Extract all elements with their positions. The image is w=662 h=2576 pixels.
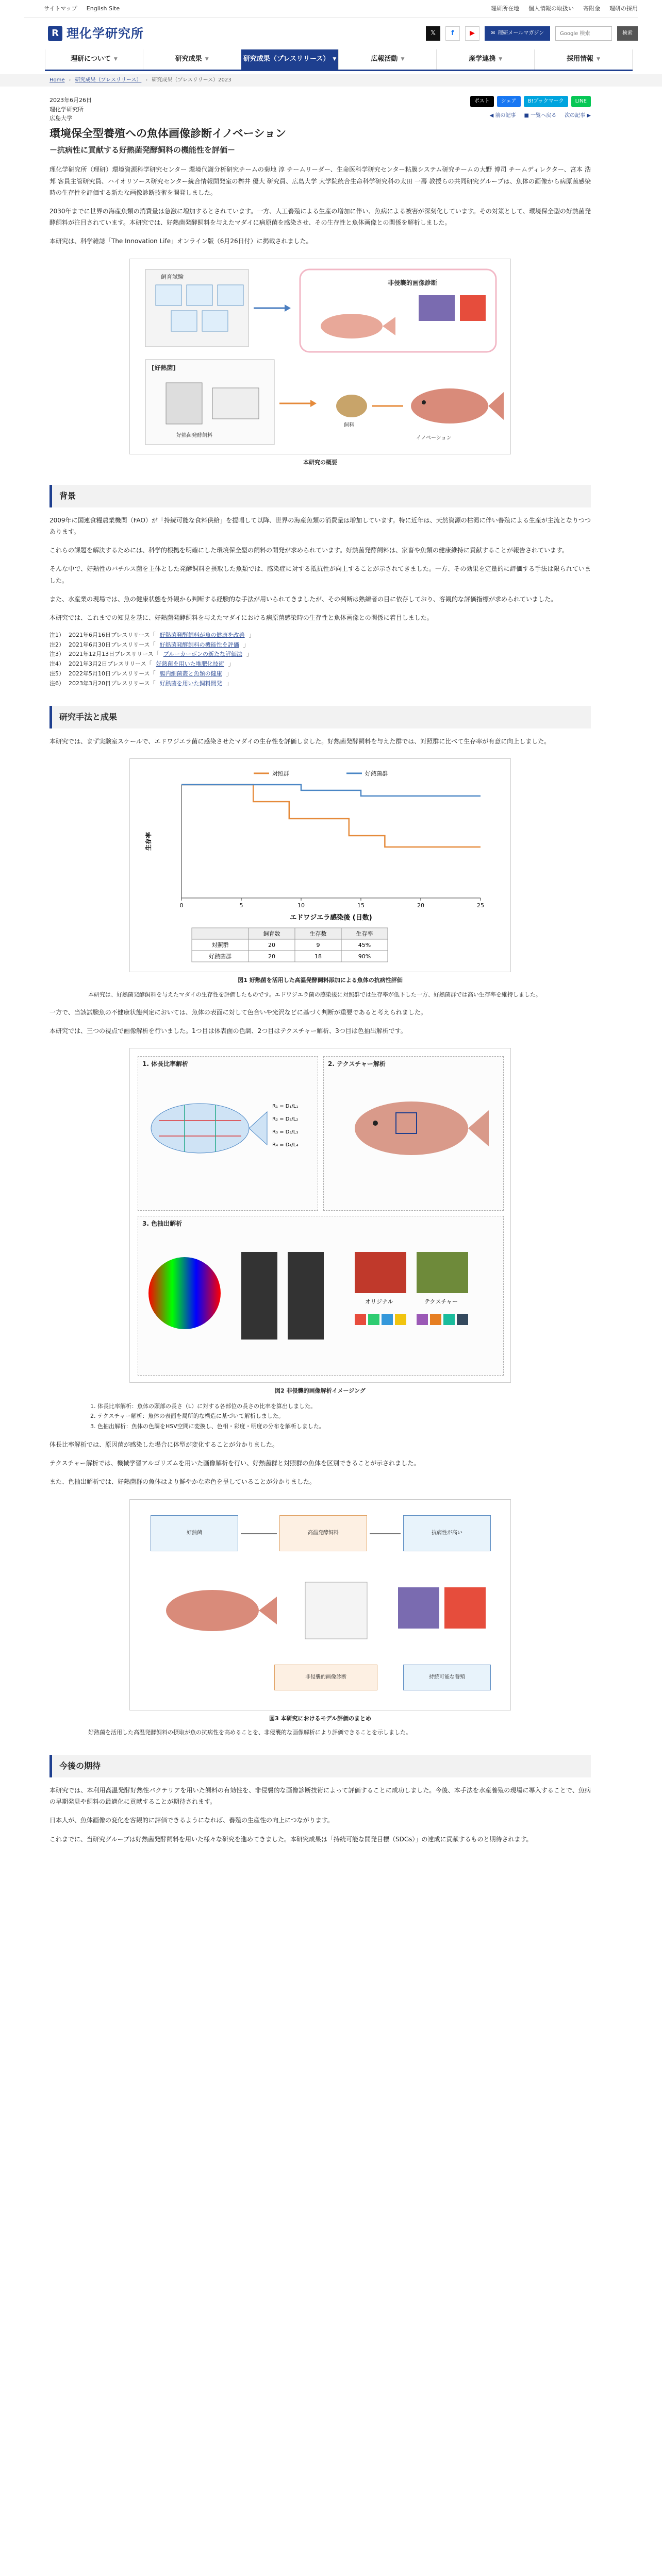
feed-label: 飼料 xyxy=(344,422,354,428)
ratio-formula: R₃ = D₃/L₃ xyxy=(272,1129,299,1136)
analysis-plot-icon xyxy=(398,1587,439,1629)
table-cell-text: 20 xyxy=(268,953,275,960)
methods-paragraph: 本研究では、まず実験室スケールで、エドワジエラ菌に感染させたマダイの生存性を評価しました。好熱菌発酵飼料を与えた群では、対照群に比べて生存率が有意に向上しました。 xyxy=(49,738,551,745)
article-pager xyxy=(490,111,591,121)
overview-figure xyxy=(129,259,511,454)
results-paragraph: テクスチャー解析では、機械学習アルゴリズムを用いた画像解析を行い、好熱菌群と対照群の魚体を区別できることが示されました。 xyxy=(49,1460,420,1467)
ref-no: 注4） xyxy=(49,660,64,668)
fish-outline-icon xyxy=(151,1104,249,1153)
ref-no: 注2） xyxy=(49,641,64,648)
body-ratio-illustration xyxy=(138,1072,318,1206)
arrow-head-icon xyxy=(310,400,317,407)
grid-swatches xyxy=(355,1314,468,1325)
gnav-about[interactable] xyxy=(45,49,143,70)
logo-text: 理化学研究所 xyxy=(67,26,144,41)
section-heading-background: 背景 xyxy=(49,485,591,507)
fish-photo-icon xyxy=(355,1101,468,1155)
results-paragraph: また、色抽出解析では、好熱菌群の魚体はより鮮やかな赤色を呈していることが分かりました。 xyxy=(49,1478,316,1486)
gnav-pr-label: 広報活動 xyxy=(371,55,398,63)
util-link-recruit[interactable]: 理研の採用 xyxy=(609,5,638,12)
background-paragraph: これらの課題を解決するためには、科学的根拠を明確にした環境保全型の飼料の開発が求められています。好熱菌発酵飼料は、家畜や魚類の健康維持に貢献することが報告されています。 xyxy=(49,547,569,554)
breadcrumb xyxy=(0,74,662,87)
site-logo[interactable] xyxy=(48,23,144,44)
utility-bar xyxy=(24,0,638,18)
ref-link[interactable]: 好熱菌を用いた飼料開発 xyxy=(159,680,222,687)
reference-item: 注5） 2022年5月10日プレスリリース「 腸内細菌叢と魚類の健康 」 xyxy=(49,669,591,679)
share-hatena-button[interactable]: B!ブックマーク xyxy=(524,96,568,107)
figure-caption: 図3 本研究におけるモデル評価のまとめ xyxy=(269,1715,371,1722)
feed-label: 好熱菌発酵飼料 xyxy=(176,432,212,438)
util-link-locations[interactable]: 理研所在地 xyxy=(491,5,519,12)
fish-eye-icon xyxy=(373,1121,378,1126)
chevron-down-icon: ▼ xyxy=(333,56,337,62)
youtube-icon[interactable]: ▶ xyxy=(465,26,479,41)
prev-article-label: 前の記事 xyxy=(495,112,516,118)
reference-list xyxy=(49,631,591,688)
mail-magazine-label: 理研メールマガジン xyxy=(498,30,544,37)
innovation-label: イノベーション xyxy=(416,435,452,441)
flow-arrow xyxy=(370,1533,401,1534)
box-bacteria: 好熱菌 xyxy=(151,1515,238,1551)
tank-panel xyxy=(145,269,249,347)
search-input[interactable] xyxy=(555,26,612,41)
global-nav xyxy=(45,49,633,71)
table-header-text: 生存率 xyxy=(356,930,373,938)
ref-text: 2021年6月16日プレスリリース「 xyxy=(69,632,156,639)
table-cell-text: 9 xyxy=(316,942,320,949)
ref-link[interactable]: ブルーカーボンの新たな評価法 xyxy=(163,651,243,658)
gnav-results-label: 研究成果 xyxy=(175,55,202,63)
original-swatch xyxy=(355,1252,406,1293)
gnav-recruit-label: 採用情報 xyxy=(567,55,594,63)
ratio-formula: R₁ = D₁/L₁ xyxy=(272,1104,299,1110)
figure-caption: 図1 好熱菌を活用した高温発酵飼料添加による魚体の抗病性評価 xyxy=(238,977,403,984)
ref-link[interactable]: 好熱菌を用いた堆肥化技術 xyxy=(156,660,224,668)
util-link-english[interactable]: English Site xyxy=(86,5,120,12)
mail-magazine-button[interactable] xyxy=(485,26,550,41)
article-meta-right xyxy=(470,96,591,120)
intro-paragraph: 理化学研究所（理研）環境資源科学研究センター 環境代謝分析研究チームの菊地 淳 チームリーダー、生命医科学研究センター粘膜システム研究チームの大野 博司 チームディレクター、宮本 浩邦 客員主管研究員、ハイオリソース研究センター統合情報開発室の桝井 優大 研究員、広島大学 大学院統合生命科学研究科の太田 一壽 教授らの共同研究グループは、魚体の画像から病原菌感染時の生存性を評価する新たな画像診断技術を開発しました。 xyxy=(49,166,591,196)
article-title: 環境保全型養殖への魚体画像診断イノベーション xyxy=(49,127,287,140)
ref-link[interactable]: 好熱菌発酵飼料が魚の健康を改善 xyxy=(159,632,245,639)
share-buttons xyxy=(470,96,591,107)
results-paragraph: 体長比率解析では、原因菌が感染した場合に体型が変化することが分かりました。 xyxy=(49,1440,279,1448)
panel-title: 3. 色抽出解析 xyxy=(142,1220,183,1228)
reference-item: 注3） 2021年12月13日プレスリリース「 ブルーカーボンの新たな評価法 」 xyxy=(49,650,591,659)
ratio-formula: R₂ = D₂/L₂ xyxy=(272,1116,299,1123)
box-feed: 高温発酵飼料 xyxy=(279,1515,367,1551)
next-article-link[interactable]: 次の記事 ▶ xyxy=(565,112,591,118)
util-link-sitemap[interactable]: サイトマップ xyxy=(44,5,77,12)
share-facebook-button[interactable]: シェア xyxy=(497,96,521,107)
bacteria-label: [好熱菌] xyxy=(152,364,176,371)
search-button[interactable]: 検索 xyxy=(617,26,638,41)
summary-illustration xyxy=(151,1567,491,1654)
chevron-down-icon: ▼ xyxy=(113,56,118,62)
ref-text: 2022年5月10日プレスリリース「 xyxy=(69,670,156,677)
article-meta xyxy=(49,96,591,123)
figure-note: 好熱菌を活用した高温発酵飼料の摂取が魚の抗病性を高めることを、非侵襲的な画像解析により評価できることを示しました。 xyxy=(88,1728,411,1736)
gnav-press[interactable] xyxy=(241,49,339,70)
color-extraction-illustration xyxy=(138,1231,503,1373)
methods-paragraph: 一方で、当該試験魚の不健康状態判定においては、魚体の表面に対して色合いや光沢などに基づく判断が重要であると考えられました。 xyxy=(49,1008,427,1016)
background-paragraph: 2009年に国連食糧農業機関（FAO）が「持続可能な食料供給」を提唱して以降、世界の海産魚類の消費量は増加しています。特に近年は、天然資源の枯渇に伴い養殖による生産が主流となりつつあります。 xyxy=(49,516,591,535)
reference-item: 注2） 2021年6月30日プレスリリース「 好熱菌発酵飼料の機能性を評価 」 xyxy=(49,640,591,650)
list-back-label: 一覧へ戻る xyxy=(531,112,557,118)
riken-logo-icon: R xyxy=(48,26,62,41)
diagnosis-label: 非侵襲的画像診断 xyxy=(388,279,438,286)
x-axis-label: エドワジエラ感染後 (日数) xyxy=(290,914,372,922)
figure-note: 本研究は、好熱菌発酵飼料を与えたマダイの生存性を評価したものです。エドワジエラ菌の感染後に対照群では生存率が低下した一方、好熱菌群では高い生存率を維持しました。 xyxy=(88,991,541,998)
panel-color xyxy=(138,1216,504,1376)
gnav-pr[interactable] xyxy=(338,49,436,70)
ref-text: 2023年3月20日プレスリリース「 xyxy=(69,680,156,687)
fish-tail-icon xyxy=(249,1112,267,1145)
box-sustainable: 持続可能な養殖 xyxy=(403,1665,491,1690)
chevron-down-icon: ▼ xyxy=(499,56,503,62)
chevron-down-icon: ▼ xyxy=(401,56,405,62)
header-tools xyxy=(426,26,638,41)
gnav-industry[interactable] xyxy=(436,49,534,70)
util-link-donation[interactable]: 寄附金 xyxy=(583,5,600,12)
page xyxy=(24,0,638,71)
table-header-cell xyxy=(192,928,249,939)
breadcrumb-separator-icon: › xyxy=(69,77,71,83)
fermenter-icon xyxy=(166,383,259,424)
ref-no: 注3） xyxy=(49,651,64,658)
ref-link[interactable]: 好熱菌発酵飼料の機能性を評価 xyxy=(159,641,239,648)
ref-no: 注6） xyxy=(49,680,64,687)
future-paragraph: 本研究では、本利用高温発酵好熱性バクテリアを用いた飼料の有効性を、非侵襲的な画像診断技術によって評価することに成功しました。今後、本手法を水産養殖の現場に導入することで、魚病の早期発見や飼料の最適化に貢献することが期待されます。 xyxy=(49,1787,591,1806)
figure-caption: 本研究の概要 xyxy=(303,459,337,466)
x-tick-label: 5 xyxy=(239,902,243,909)
gnav-results[interactable] xyxy=(143,49,241,70)
feed-pile-icon xyxy=(336,395,367,417)
arrow-head-icon xyxy=(285,304,291,312)
breadcrumb-home[interactable]: Home xyxy=(49,77,65,83)
ref-link[interactable]: 腸内細菌叢と魚類の健康 xyxy=(159,670,222,677)
legend-label-1: 好熱菌群 xyxy=(365,770,388,777)
table-cell-text: 18 xyxy=(315,953,322,960)
prev-article-link[interactable]: ◀ 前の記事 xyxy=(489,112,516,118)
x-tick-label: 10 xyxy=(297,902,305,909)
histogram-panel xyxy=(241,1252,277,1340)
background-paragraph: また、水産業の現場では、魚の健康状態を外観から判断する経験的な手法が用いられてきましたが、その判断は熟練者の目に依存しており、客観的な評価指標が求められていました。 xyxy=(49,595,557,603)
table-header-text: 飼育数 xyxy=(263,930,280,938)
overview-illustration xyxy=(130,259,510,454)
x-tick-label: 20 xyxy=(417,902,424,909)
series-line-1 xyxy=(181,785,481,796)
ref-text: 2021年6月30日プレスリリース「 xyxy=(69,641,156,648)
article-org: 広島大学 xyxy=(49,115,72,122)
panel-title: 2. テクスチャー解析 xyxy=(328,1060,386,1068)
facebook-icon[interactable]: f xyxy=(445,26,460,41)
texture-label: テクスチャー xyxy=(424,1298,458,1306)
article-subtitle: －抗病性に貢献する好熱菌発酵飼料の機能性を評価－ xyxy=(49,145,236,155)
original-label: オリジナル xyxy=(365,1298,393,1306)
panel-texture xyxy=(323,1056,504,1211)
fish-icon xyxy=(411,388,504,423)
breadcrumb-press[interactable]: 研究成果（プレスリリース） xyxy=(75,77,142,83)
background-paragraph: 本研究では、これまでの知見を基に、好熱菌発酵飼料を与えたマダイにおける病原菌感染時の生存性と魚体画像との関係に着目しました。 xyxy=(49,614,433,621)
share-x-button[interactable]: ポスト xyxy=(470,96,494,107)
table-cell-text: 対照群 xyxy=(211,942,229,949)
future-paragraph: これまでに、当研究グループは好熱菌発酵飼料を用いた様々な研究を進めてきました。本研究成果は「持続可能な開発目標（SDGs）」の達成に貢献するものと期待されます。 xyxy=(49,1835,533,1843)
histogram-panel xyxy=(288,1252,324,1340)
gnav-press-label: 研究成果（プレスリリース） xyxy=(243,55,330,63)
legend-label-0: 対照群 xyxy=(272,770,289,777)
flow-arrow xyxy=(241,1533,277,1534)
box-resistance: 抗病性が高い xyxy=(403,1515,491,1551)
article-meta-left xyxy=(49,96,92,123)
figure-note-item: 1. 体長比率解析：魚体の頭部の長さ（L）に対する各部位の長さの比率を算出しました。 xyxy=(97,1401,552,1412)
table-cell-text: 好熱菌群 xyxy=(209,953,231,960)
texture-swatch xyxy=(417,1252,468,1293)
figure-note-item: 2. テクスチャー解析：魚体の表面を局所的な構造に基づいて解析しました。 xyxy=(97,1411,552,1421)
article-org: 理化学研究所 xyxy=(49,106,84,113)
x-tick-label: 0 xyxy=(179,902,184,909)
share-line-button[interactable]: LINE xyxy=(571,96,591,107)
utility-right-links xyxy=(491,4,638,13)
breadcrumb-separator-icon: › xyxy=(145,77,148,83)
ref-no: 注5） xyxy=(49,670,64,677)
summary-figure xyxy=(129,1499,511,1710)
article xyxy=(49,96,591,1845)
table-cell-text: 20 xyxy=(268,942,275,949)
section-heading-future: 今後の期待 xyxy=(49,1755,591,1777)
list-back-link[interactable]: ■ 一覧へ戻る xyxy=(524,112,557,118)
gnav-industry-label: 産学連携 xyxy=(469,55,496,63)
chevron-down-icon: ▼ xyxy=(205,56,209,62)
breadcrumb-current: 研究成果（プレスリリース）2023 xyxy=(152,77,231,83)
fish-icon xyxy=(166,1590,259,1631)
reference-item: 注1） 2021年6月16日プレスリリース「 好熱菌発酵飼料が魚の健康を改善 」 xyxy=(49,631,591,640)
panel-body-ratio xyxy=(138,1056,318,1211)
table-header-text: 生存数 xyxy=(309,930,327,938)
texture-illustration xyxy=(324,1072,503,1206)
figure-caption: 図2 非侵襲的画像解析イメージング xyxy=(275,1387,366,1395)
heatmap-icon xyxy=(444,1587,486,1629)
table-cell-text: 90% xyxy=(358,953,371,960)
ref-text: 2021年3月2日プレスリリース「 xyxy=(69,660,152,668)
background-paragraph: そんな中で、好熱性のバチルス菌を主体とした発酵飼料を摂取した魚類では、感染症に対する抵抗性が向上することが示されてきました。一方、その効果を定量的に評価する手法は限られていました。 xyxy=(49,565,591,584)
fish-tail-icon xyxy=(259,1597,277,1624)
figure-notes-list xyxy=(88,1401,552,1432)
ref-no: 注1） xyxy=(49,632,64,639)
site-header xyxy=(24,18,638,49)
ref-text: 2021年12月13日プレスリリース「 xyxy=(69,651,159,658)
tank-label: 飼育試験 xyxy=(161,273,184,280)
image-analysis-figure xyxy=(129,1048,511,1383)
x-icon[interactable]: 𝕏 xyxy=(426,26,440,41)
intro-paragraph: 本研究は、科学雑誌「The Innovation Life」オンライン版（6月26日付）に掲載されました。 xyxy=(49,238,312,245)
gnav-about-label: 理研について xyxy=(71,55,111,63)
y-axis-label: 生存率 xyxy=(145,832,152,851)
x-tick-label: 15 xyxy=(357,902,365,909)
series-line-0 xyxy=(181,785,481,847)
intro-paragraph: 2030年までに世界の海産魚類の消費量は急激に増加するとされています。一方、人工養殖による生産の増加に伴い、魚病による被害が深刻化しています。その対策として、環境保全型の好熱菌発酵飼料が注目されています。本研究では、好熱菌発酵飼料を与えたマダイに病原菌を感染させ、その生存性と魚体画像との関係を解析しました。 xyxy=(49,207,591,227)
mail-icon: ✉ xyxy=(491,30,495,37)
survival-chart xyxy=(135,764,505,965)
ratio-formula: R₄ = D₄/L₄ xyxy=(272,1142,299,1148)
utility-links xyxy=(44,4,120,13)
section-heading-methods: 研究手法と成果 xyxy=(49,706,591,728)
survival-chart-figure xyxy=(129,758,511,972)
figure-note-item: 3. 色抽出解析：魚体の色調をHSV空間に変換し、色相・彩度・明度の分布を解析しました。 xyxy=(97,1421,552,1432)
next-article-label: 次の記事 xyxy=(565,112,586,118)
table-cell-text: 45% xyxy=(358,942,371,949)
reference-item: 注6） 2023年3月20日プレスリリース「 好熱菌を用いた飼料開発 」 xyxy=(49,679,591,689)
util-link-privacy[interactable]: 個人情報の取扱い xyxy=(528,5,574,12)
gnav-recruit[interactable] xyxy=(534,49,633,70)
fish-tail-icon xyxy=(468,1110,489,1146)
future-paragraph: 日本人が、魚体画像の変化を客観的に評価できるようになれば、養殖の生産性の向上につながります。 xyxy=(49,1817,334,1824)
panel-title: 1. 体長比率解析 xyxy=(142,1060,189,1068)
box-diagnosis: 非侵襲的画像診断 xyxy=(274,1665,377,1690)
hsv-wheel-icon xyxy=(148,1257,221,1329)
x-tick-label: 25 xyxy=(477,902,484,909)
article-date: 2023年6月26日 xyxy=(49,97,92,104)
chevron-down-icon: ▼ xyxy=(597,56,601,62)
reference-item: 注4） 2021年3月2日プレスリリース「 好熱菌を用いた堆肥化技術 」 xyxy=(49,659,591,669)
methods-paragraph: 本研究では、三つの視点で画像解析を行いました。1つ目は体表面の色調、2つ目はテクスチャー解析、3つ目は色抽出解析です。 xyxy=(49,1027,407,1035)
camera-rig-icon xyxy=(305,1582,367,1639)
